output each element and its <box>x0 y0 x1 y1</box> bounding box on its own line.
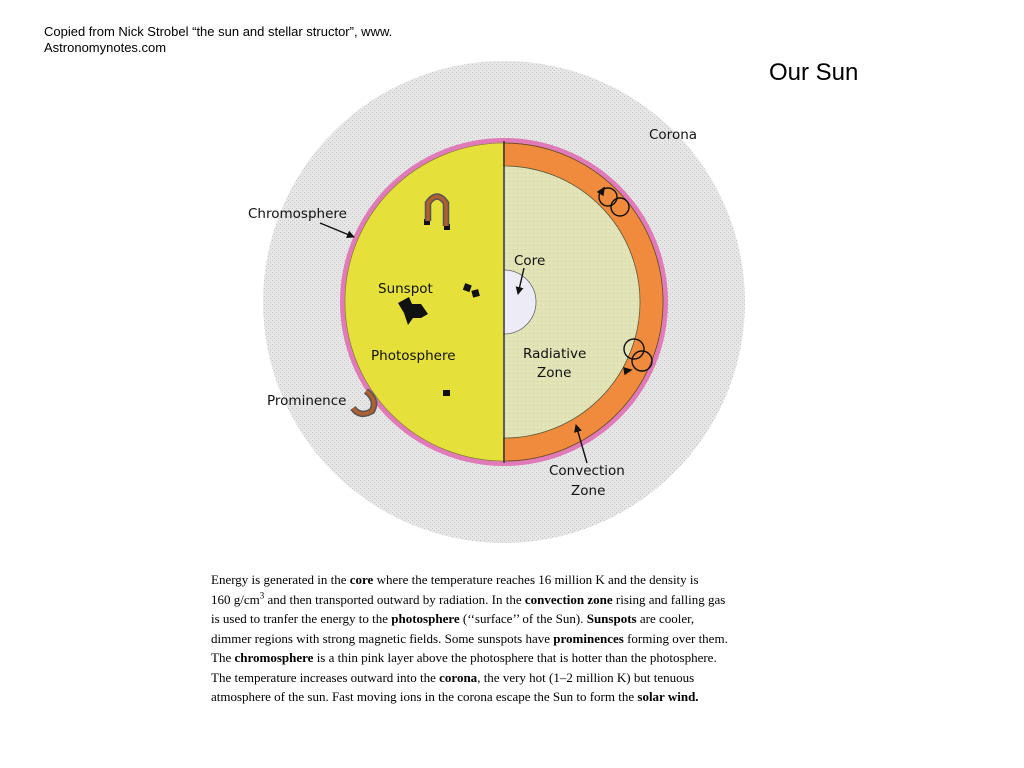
credit-line-1: Copied from Nick Strobel “the sun and stellar structor”, www. <box>44 24 393 39</box>
caption-line: Energy is generated in the core where the temperature reaches 16 million K and the density is <box>211 572 699 587</box>
term-photosphere: photosphere <box>391 611 460 626</box>
term-corona: corona <box>439 669 478 685</box>
term-convection-zone: convection zone <box>524 591 613 607</box>
page-title: Our Sun <box>769 59 859 86</box>
corona-label: Corona <box>649 127 698 143</box>
sunspot <box>443 390 450 396</box>
convection-zone-label-line1: Convection <box>549 463 625 479</box>
explanation-text <box>211 570 811 707</box>
term-solar-wind: solar wind. <box>637 689 699 704</box>
photosphere-label: Photosphere <box>371 348 456 364</box>
caption-line: atmosphere of the sun. Fast moving ions in the corona escape the Sun to form the solar wind. <box>211 689 699 704</box>
prominence-label: Prominence <box>267 393 347 409</box>
term-chromosphere: chromosphere <box>234 650 314 665</box>
term-sunspots: Sunspots <box>586 611 637 626</box>
radiative-zone-label-line1: Radiative <box>523 346 587 362</box>
sunspot-label: Sunspot <box>378 281 433 297</box>
caption-line: is used to tranfer the energy to the photosphere (‘‘surface’’ of the Sun). Sunspots are cooler, <box>211 611 695 626</box>
caption-line: dimmer regions with strong magnetic fields. Some sunspots have prominences forming over them. <box>211 630 728 646</box>
radiative-zone-label-line2: Zone <box>537 365 572 381</box>
convection-zone-label-line2: Zone <box>571 483 606 499</box>
chromosphere-label: Chromosphere <box>248 206 347 222</box>
caption-line: 160 $g/cm^3$ and then transported outward by radiation. In the convection zone rising and falling gas <box>211 590 726 607</box>
term-core: core <box>349 572 374 587</box>
caption-line: The temperature increases outward into the corona, the very hot (1–2 million K) but tenuous <box>211 669 695 685</box>
caption-line: The chromosphere is a thin pink layer above the photosphere that is hotter than the photosphere. <box>211 650 717 665</box>
core-label: Core <box>514 253 546 269</box>
term-prominences: prominences <box>553 630 624 646</box>
credit-line-2: Astronomynotes.com <box>44 40 167 55</box>
